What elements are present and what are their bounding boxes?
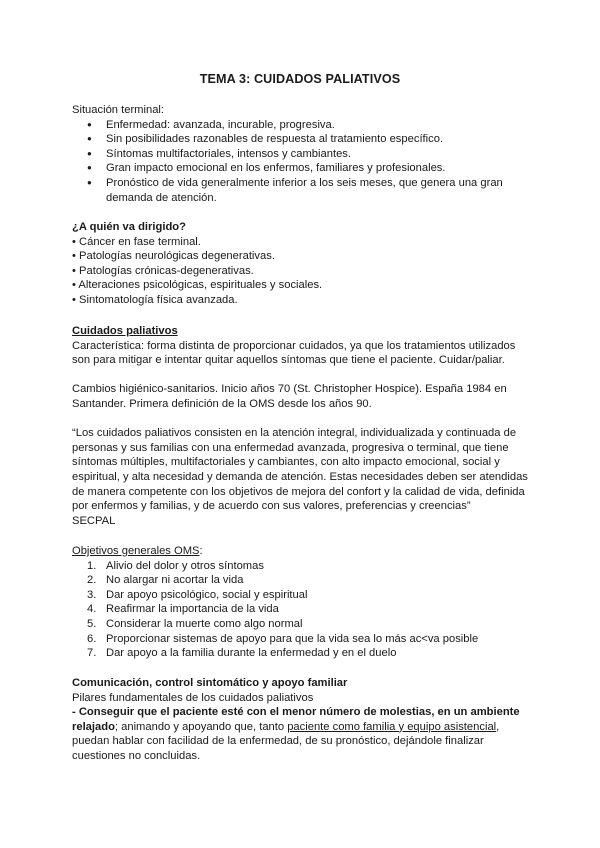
comunicacion-heading: Comunicación, control sintomático y apoyo familiar xyxy=(72,677,348,689)
list-item xyxy=(72,588,530,603)
list-text: Dar apoyo a la familia durante la enfermedad y en el duelo xyxy=(106,647,397,660)
list-item: • Alteraciones psicológicas, espirituales y sociales. xyxy=(72,279,323,292)
list-text: Reafirmar la importancia de la vida xyxy=(106,603,279,616)
caracteristica-paragraph: Característica: forma distinta de proporcionar cuidados, ya que los tratamientos utilizados son para mitigar e intentar quitar aquellos síntomas que tiene el paciente. Cuidar/paliar. xyxy=(72,339,516,367)
objetivos-section xyxy=(72,544,530,661)
list-number: 6. xyxy=(87,632,97,645)
body-text: , puedan hablar con facilidad de la enfermedad, de su pronóstico, dejándole finalizar cuestiones no concluidas. xyxy=(72,720,500,762)
objetivos-heading-line xyxy=(72,544,530,559)
cuidados-heading: Cuidados paliativos xyxy=(72,325,178,337)
comunicacion-section xyxy=(72,676,530,764)
list-item xyxy=(72,632,530,647)
situacion-heading: Situación terminal: xyxy=(72,104,165,116)
list-item: • Patologías crónicas-degenerativas. xyxy=(72,264,254,277)
list-item: ● Gran impacto emocional en los enfermos, familiares y profesionales. xyxy=(72,161,530,176)
list-item xyxy=(72,573,530,588)
list-item xyxy=(72,559,530,574)
body-text: ; animando y apoyando que, tanto xyxy=(114,720,288,733)
dirigido-heading: ¿A quién va dirigido? xyxy=(72,221,186,233)
list-text: Alivio del dolor y otros síntomas xyxy=(106,559,264,572)
list-number: 5. xyxy=(87,617,97,630)
list-item xyxy=(72,617,530,632)
cita-source: SECPAL xyxy=(72,514,116,527)
cambios-paragraph: Cambios higiénico-sanitarios. Inicio años 70 (St. Christopher Hospice). España 1984 en Santander. Primera definición de la OMS desde los años 90. xyxy=(72,383,507,410)
list-number: 3. xyxy=(87,588,97,601)
objetivos-colon: : xyxy=(199,545,203,557)
list-number: 7. xyxy=(87,647,97,660)
list-item: ● Síntomas multifactoriales, intensos y cambiantes. xyxy=(72,147,530,162)
list-text: Dar apoyo psicológico, social y espiritual xyxy=(106,588,308,601)
list-item: ● Pronóstico de vida generalmente inferior a los seis meses, que genera una gran demanda de atención. xyxy=(72,176,530,205)
comunicacion-paragraph xyxy=(72,705,530,763)
list-item: ● Enfermedad: avanzada, incurable, progresiva. xyxy=(72,118,530,133)
situacion-list xyxy=(72,118,530,206)
situacion-section xyxy=(72,103,530,205)
list-item xyxy=(72,602,530,617)
cuidados-section xyxy=(72,324,530,528)
list-item: ● Sin posibilidades razonables de respuesta al tratamiento específico. xyxy=(72,132,530,147)
objetivos-list xyxy=(72,559,530,661)
cita-paragraph: “Los cuidados paliativos consisten en la atención integral, individualizada y continuada de personas y sus familias con una enfermedad avanzada, progresiva o terminal, que tiene síntomas múltiples, multifactoriales y cambiantes, con alto impacto emocional, social y espiritual, y alta necesidad y demanda de atención. Estas necesidades deben ser atendidas de manera competente con los objetivos de mejora del confort y la calidad de vida, definida por enfermos y familias, y de acuerdo con sus valores, preferencias y creencias” xyxy=(72,427,528,513)
bold-text: - Conseguir que el paciente esté con el menor número de molestias, en un ambiente relajado xyxy=(72,706,520,733)
pilares-line: Pilares fundamentales de los cuidados paliativos xyxy=(72,691,314,704)
list-item: • Cáncer en fase terminal. xyxy=(72,235,201,248)
objetivos-heading: Objetivos generales OMS xyxy=(72,545,200,557)
list-text: Proporcionar sistemas de apoyo para que la vida sea lo más ac<va posible xyxy=(106,632,479,645)
list-item: • Sintomatología física avanzada. xyxy=(72,293,238,306)
list-number: 4. xyxy=(87,603,97,616)
dirigido-section xyxy=(72,220,530,308)
list-number: 2. xyxy=(87,574,97,587)
list-text: No alargar ni acortar la vida xyxy=(106,574,244,587)
page-title: TEMA 3: CUIDADOS PALIATIVOS xyxy=(199,72,401,86)
list-text: Considerar la muerte como algo normal xyxy=(106,617,303,630)
list-item: • Patologías neurológicas degenerativas. xyxy=(72,250,275,263)
list-item xyxy=(72,646,530,661)
list-number: 1. xyxy=(87,559,97,572)
underlined-text: paciente como familia y equipo asistencial xyxy=(287,720,497,733)
